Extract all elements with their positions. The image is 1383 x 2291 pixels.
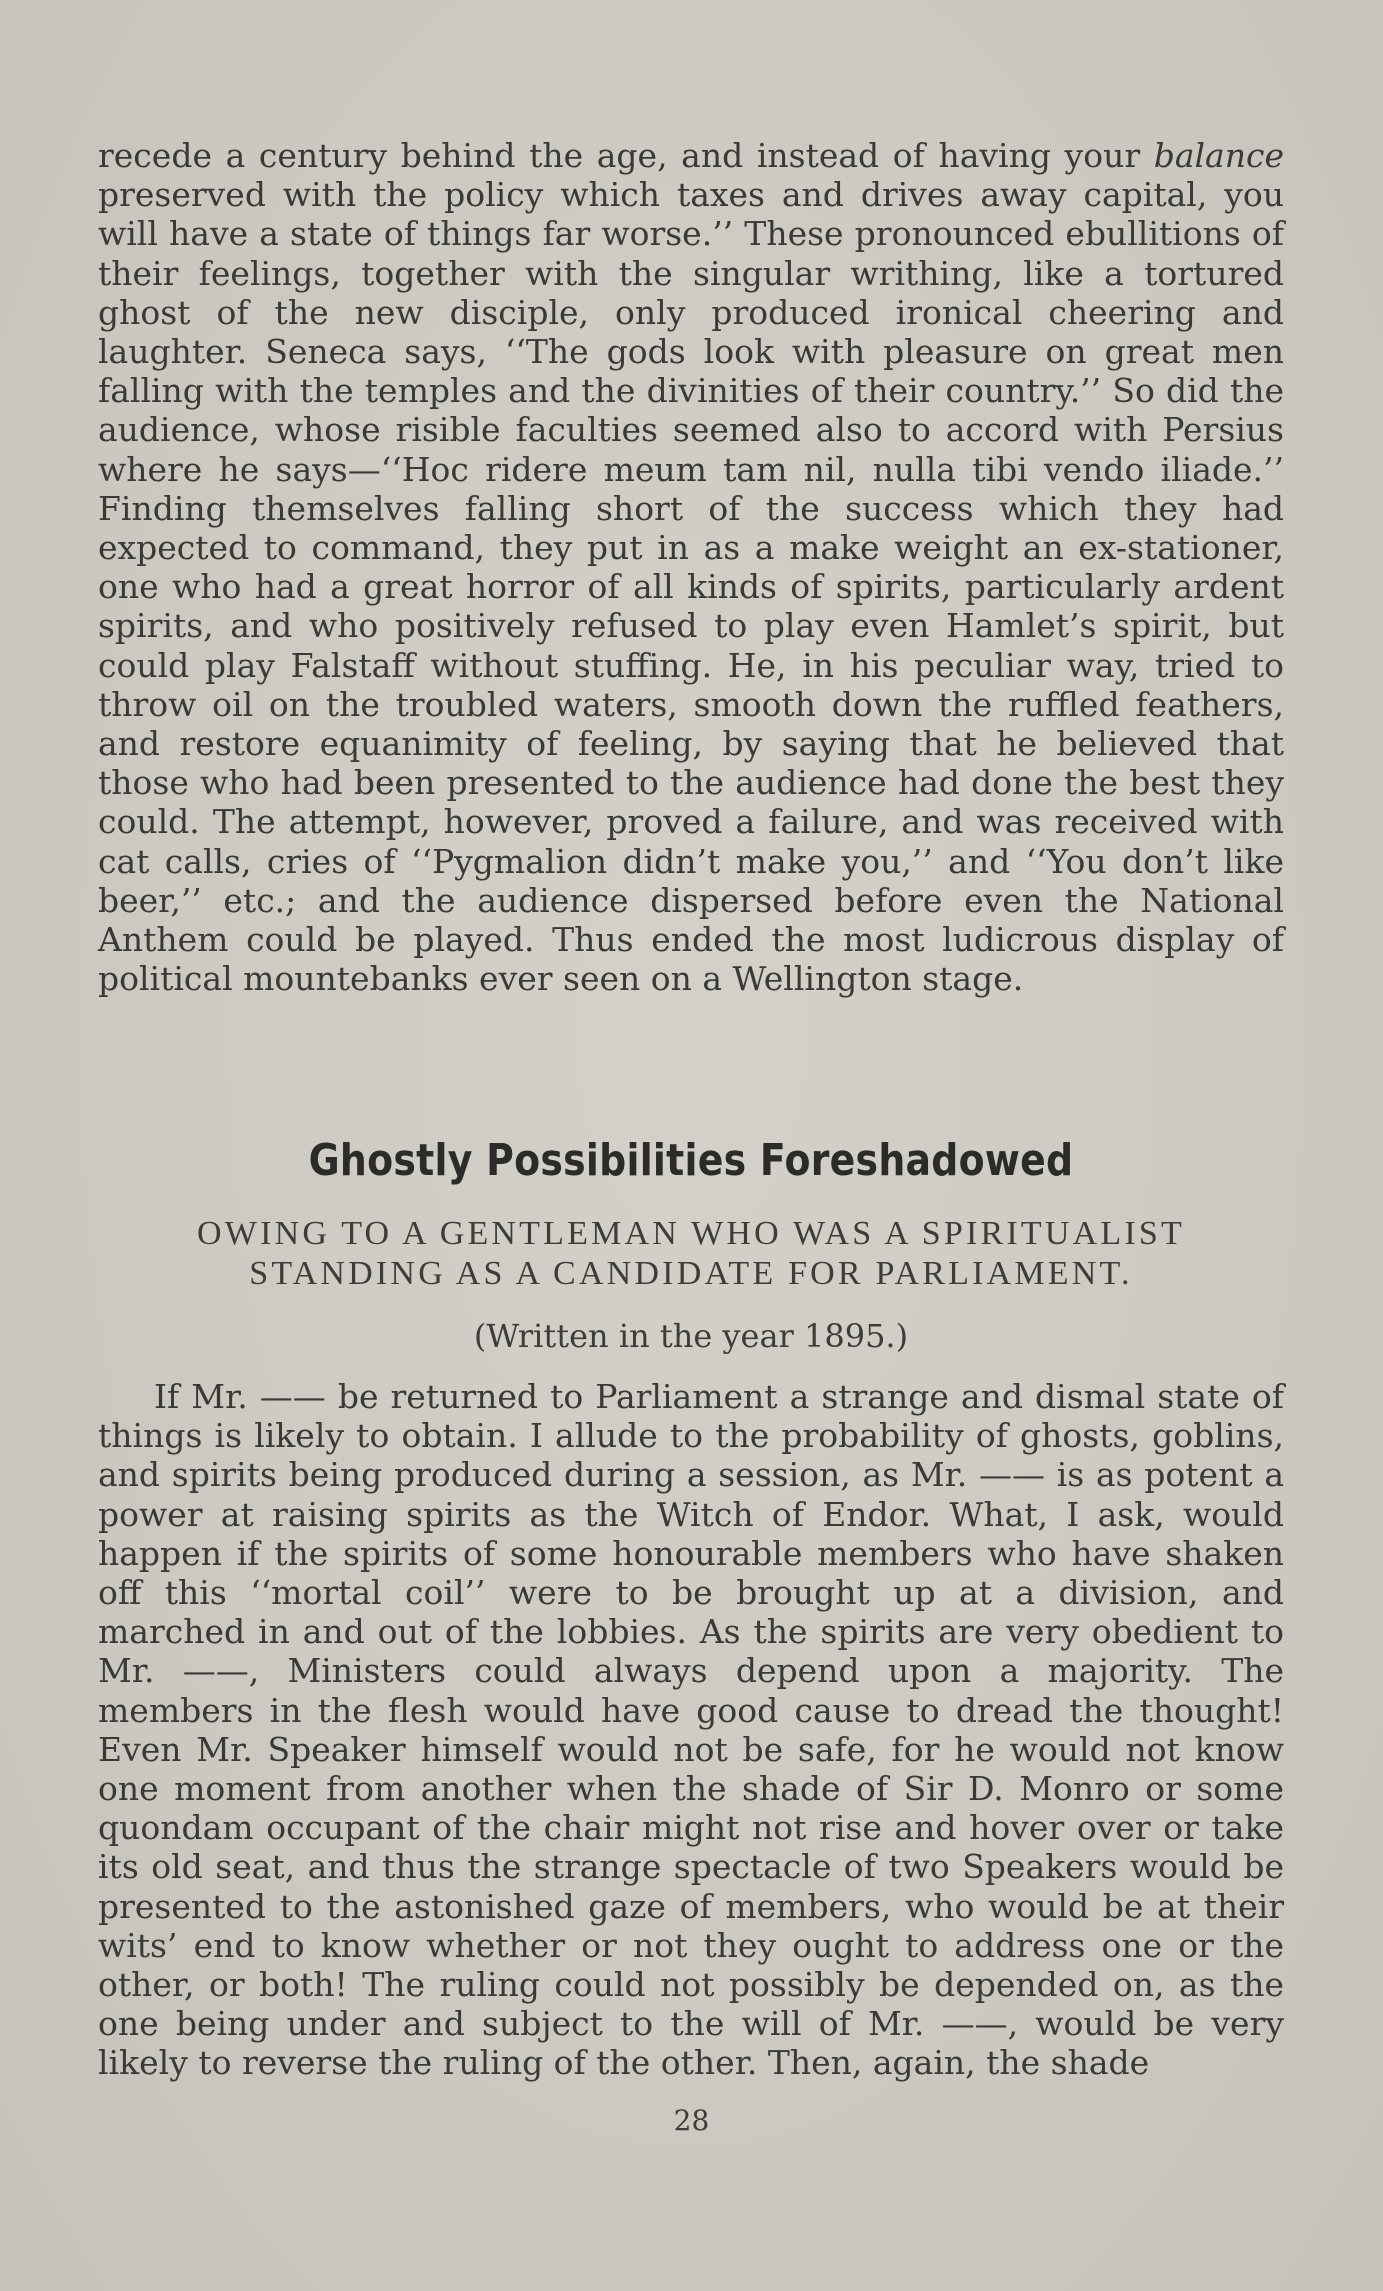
article-body: [98, 1377, 1284, 2083]
paragraph-text: [98, 136, 1284, 998]
text-span: preserved with the policy which taxes and drives away capital, you will have a state of things far worse.’’ These pronounced ebullitions of their feelings, together with the singular writhing, like a tortured ghost of the new disciple, only produced ironical cheering and laughter. Seneca says, ‘‘The gods look with pleasure on great men falling with the temples and the divinities of their country.’’ So did the audience, whose risible faculties seemed also to accord with Persius where he says—‘‘Hoc ridere meum tam nil, nulla tibi vendo iliade.’’ Finding themselves falling short of the success which they had expected to command, they put in as a make weight an ex-stationer, one who had a great horror of all kinds of spirits, particularly ardent spirits, and who positively refused to play even Hamlet’s spirit, but could play Falstaff without stuffing. He, in his peculiar way, tried to throw oil on the troubled waters, smooth down the ruffled feathers, and restore equanimity of feeling, by saying that he believed that those who had been presented to the audience had done the best they could. The attempt, however, proved a failure, and was received with cat calls, cries of ‘‘Pygmalion didn’t make you,’’ and ‘‘You don’t like beer,’’ etc.; and the audience dispersed before even the National Anthem could be played. Thus ended the most ludicrous display of political mountebanks ever seen on a Wellington stage.: [98, 175, 1284, 999]
article-dateline: (Written in the year 1895.): [473, 1317, 909, 1355]
subtitle-line: STANDING AS A CANDIDATE FOR PARLIAMENT.: [249, 1255, 1133, 1292]
paragraph-text: If Mr. —— be returned to Parliament a strange and dismal state of things is likely to obtain. I allude to the probability of ghosts, goblins, and spirits being produced during a session, as Mr. —— is as potent a power at raising spirits as the Witch of Endor. What, I ask, would happen if the spirits of some honourable members who have shaken off this ‘‘mortal coil’’ were to be brought up at a division, and marched in and out of the lobbies. As the spirits are very obedient to Mr. ——, Ministers could always depend upon a majority. The members in the flesh would have good cause to dread the thought! Even Mr. Speaker himself would not be safe, for he would not know one moment from another when the shade of Sir D. Monro or some quondam occupant of the chair might not rise and hover over or take its old seat, and thus the strange spectacle of two Speakers would be presented to the astonished gaze of members, who would be at their wits’ end to know whether or not they ought to address one or the other, or both! The ruling could not possibly be depended on, as the one being under and subject to the will of Mr. ——, would be very likely to reverse the ruling of the other. Then, again, the shade: [98, 1377, 1284, 2083]
italic-word: balance: [1153, 136, 1284, 175]
article-title: Ghostly Possibilities Foreshadowed: [308, 1135, 1074, 1186]
article-subtitle: [98, 1214, 1284, 1294]
continued-paragraph: [98, 136, 1284, 998]
text-span: recede a century behind the age, and instead of having your: [98, 136, 1154, 175]
page-number: 28: [673, 2104, 710, 2137]
subtitle-line: OWING TO A GENTLEMAN WHO WAS A SPIRITUALIST: [197, 1215, 1185, 1252]
